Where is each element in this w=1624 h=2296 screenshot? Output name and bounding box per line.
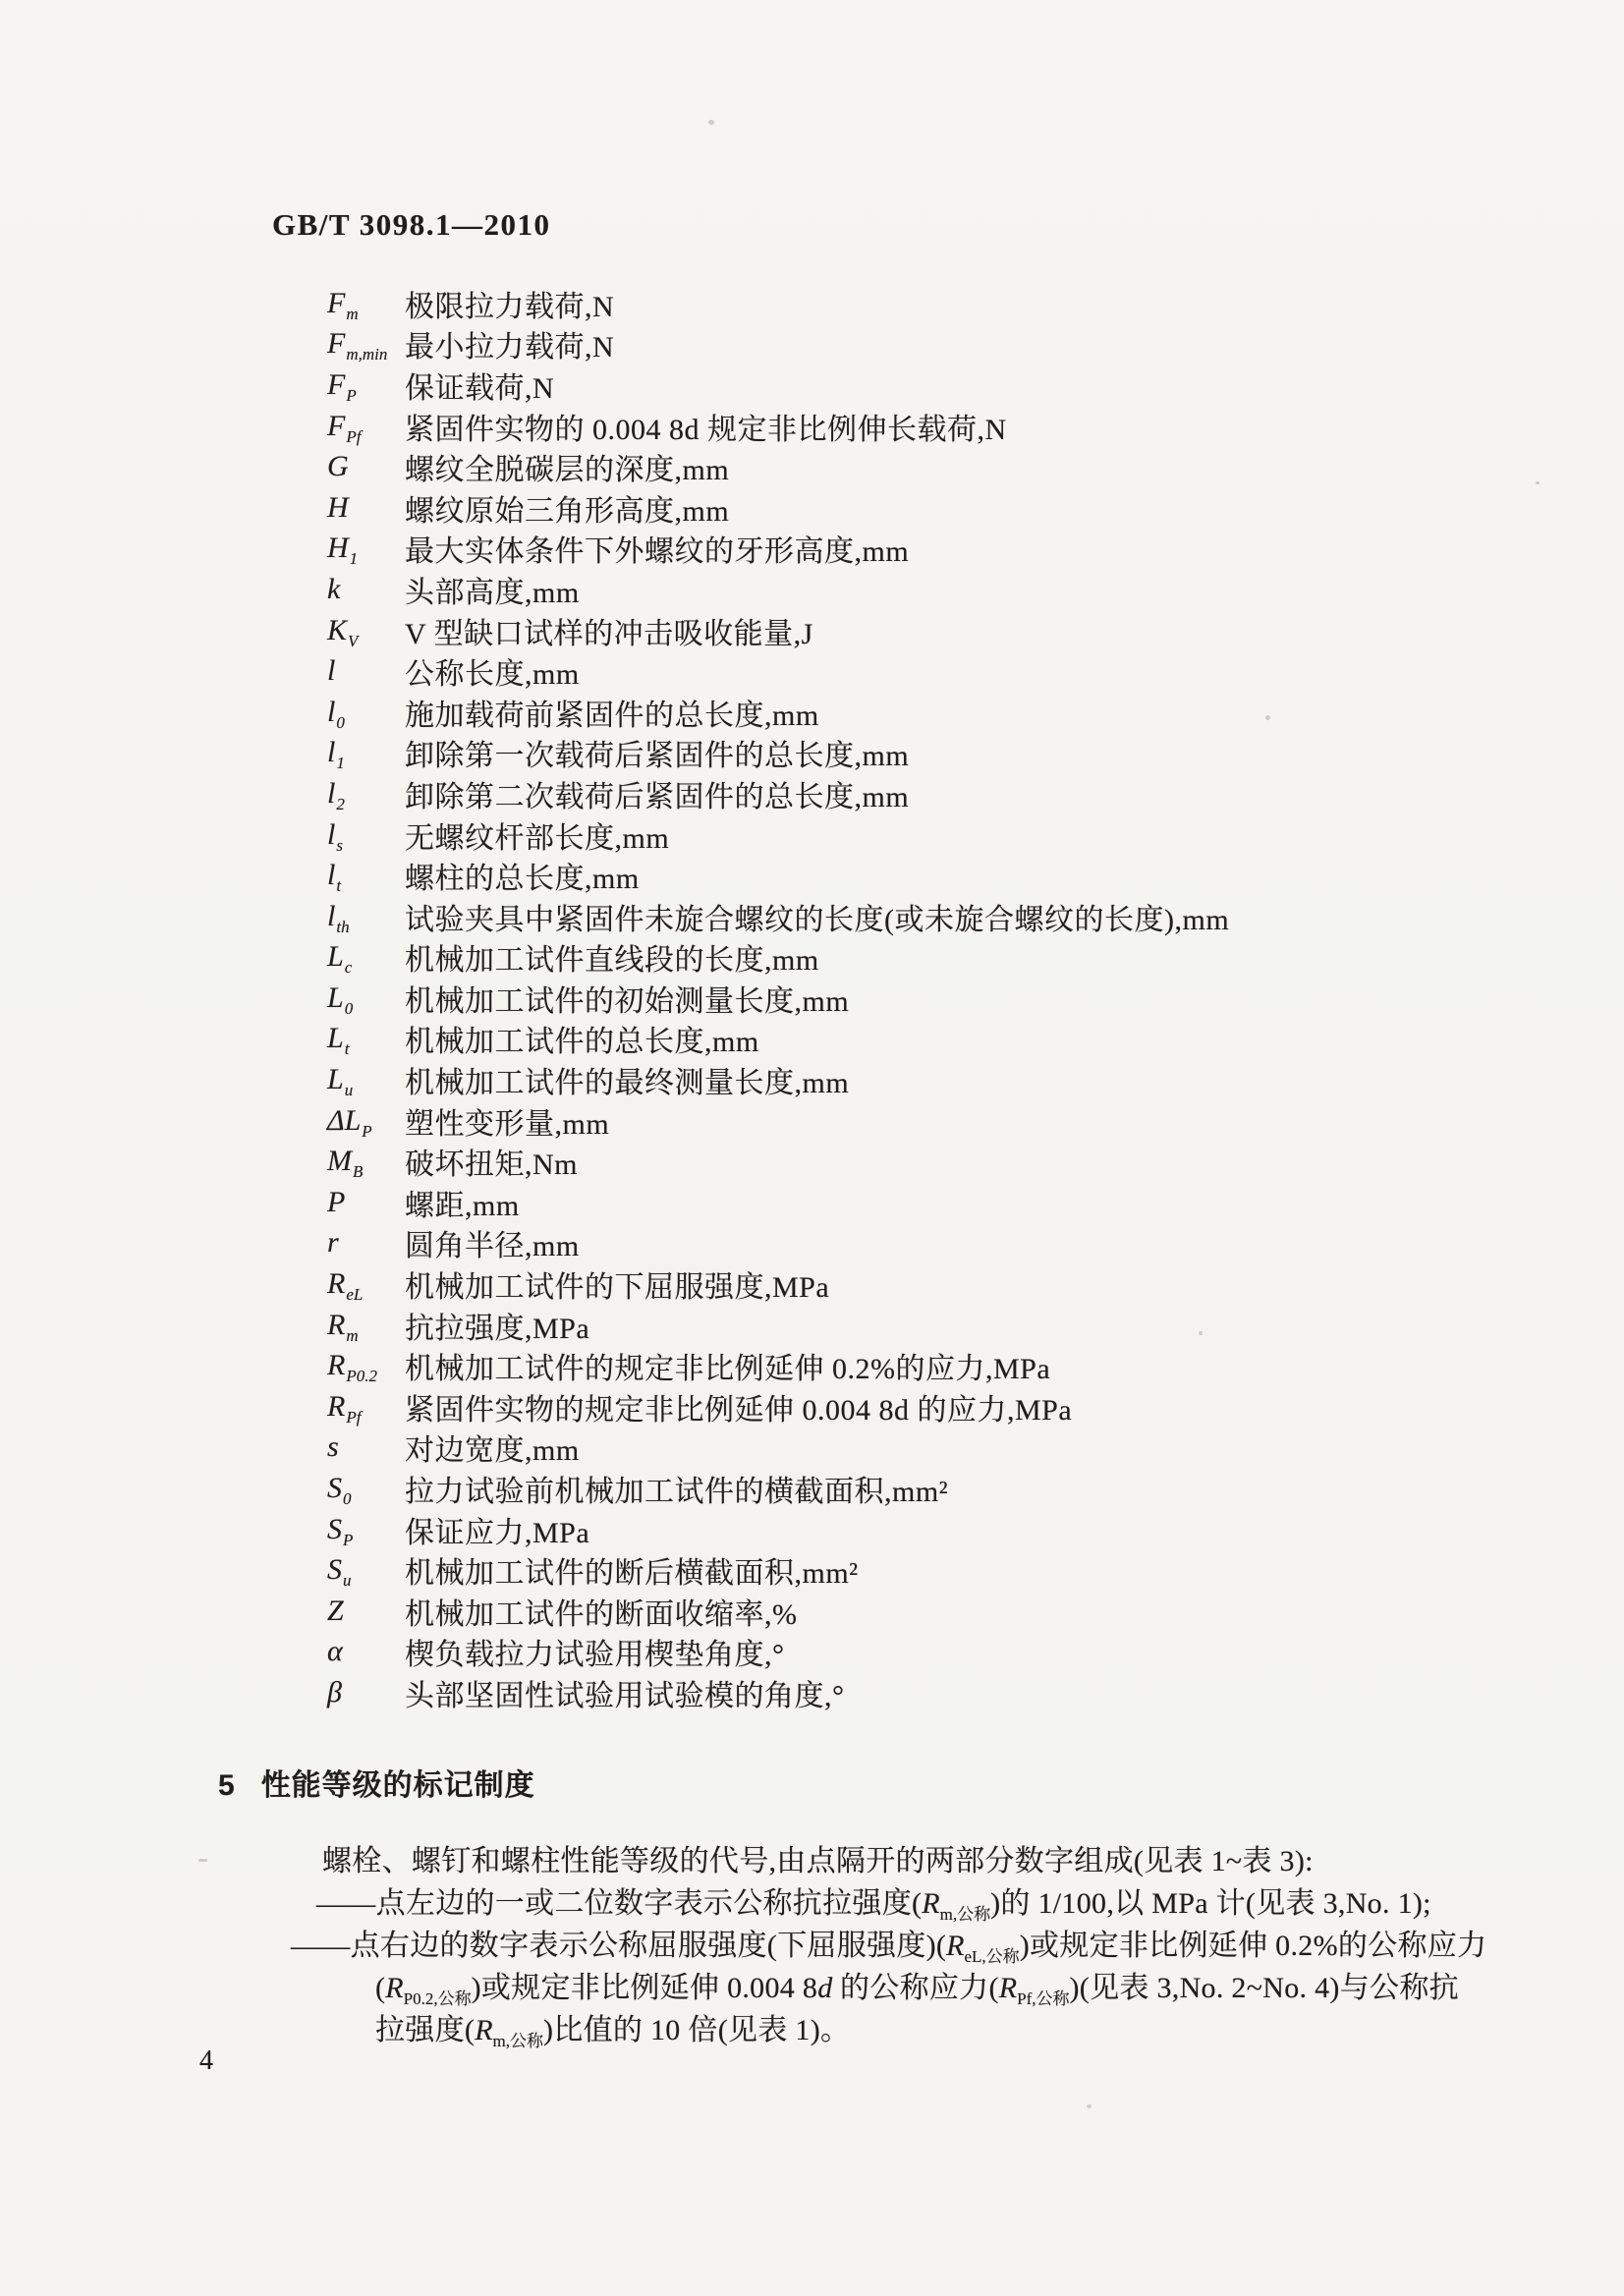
symbol-description: V 型缺口试样的冲击吸收能量,J (405, 617, 813, 650)
symbol: $S_P$ (327, 1512, 354, 1549)
symbol-row (327, 283, 1229, 324)
symbol: $R_{P0.2}$ (327, 1349, 377, 1386)
symbol-description: 破坏扭矩,Nm (405, 1148, 578, 1182)
paragraph-line: ——点右边的数字表示公称屈服强度(下屈服强度)$(R_{eL,公称})$或规定非比例延伸 0.2%的公称应力 (291, 1930, 1487, 1966)
symbol-description: 机械加工试件直线段的长度,mm (405, 944, 819, 978)
symbol-row (327, 1223, 1229, 1264)
scan-artifact (1087, 2104, 1092, 2108)
scan-artifact (198, 1859, 207, 1862)
symbol-row (327, 650, 1229, 692)
symbol-row (327, 1100, 1229, 1142)
symbol-description: 机械加工试件的最终测量长度,mm (405, 1067, 850, 1100)
symbol-description: 机械加工试件的初始测量长度,mm (405, 984, 850, 1018)
symbol: $l_2$ (327, 776, 345, 813)
symbol: $L_t$ (327, 1022, 350, 1059)
symbol-description: 对边宽度,mm (405, 1434, 580, 1468)
paragraph-line: $(R_{P0.2,公称})$或规定非比例延伸 0.004 8d 的公称应力$(R_{Pf,公称})$(见表 3,No. 2~No. 4)与公称抗 (375, 1972, 1459, 2008)
symbol-description: 无螺纹杆部长度,mm (405, 821, 670, 855)
symbol-row (327, 1141, 1229, 1182)
inline-symbol: $R_{P0.2,公称}$ (385, 1972, 472, 2008)
symbol: l (327, 654, 336, 688)
symbol-row (327, 855, 1229, 896)
symbol-description: 最小拉力载荷,N (405, 331, 615, 364)
symbol-description: 紧固件实物的规定非比例延伸 0.004 8d 的应力,MPa (405, 1393, 1073, 1427)
section-number: 5 (218, 1769, 236, 1802)
symbol-description: 螺纹全脱碳层的深度,mm (405, 454, 730, 487)
section-heading (218, 1761, 535, 1804)
symbol-row (327, 896, 1229, 937)
symbol-description: 机械加工试件的下屈服强度,MPa (405, 1271, 830, 1305)
symbol-description: 机械加工试件的总长度,mm (405, 1026, 759, 1059)
inline-symbol: $R_{m,公称}$ (922, 1887, 991, 1924)
symbol-row (327, 529, 1229, 570)
symbol-row (327, 1386, 1229, 1428)
symbol-description: 机械加工试件的断面收缩率,% (405, 1597, 798, 1631)
symbol-description: 机械加工试件的断后横截面积,mm² (405, 1557, 859, 1591)
paragraph-line: 螺栓、螺钉和螺柱性能等级的代号,由点隔开的两部分数字组成(见表 1~表 3): (322, 1845, 1314, 1877)
inline-symbol: $R_{m,公称}$ (475, 2014, 544, 2050)
symbol-row (327, 1345, 1229, 1386)
symbol-description: 头部高度,mm (405, 576, 580, 609)
symbol: $R_m$ (327, 1308, 359, 1345)
symbol-description: 公称长度,mm (405, 658, 580, 692)
symbol-row (327, 1182, 1229, 1223)
symbol: β (327, 1675, 342, 1708)
symbol: $F_{m,min}$ (327, 327, 388, 364)
symbol: Z (327, 1594, 344, 1627)
symbol-row (327, 569, 1229, 610)
symbol-row (327, 1428, 1229, 1469)
symbol: $H_1$ (327, 532, 359, 569)
symbol-description: 试验夹具中紧固件未旋合螺纹的长度(或未旋合螺纹的长度),mm (405, 903, 1230, 936)
symbol-row (327, 446, 1229, 487)
symbol: H (327, 490, 349, 524)
symbol-description: 楔负载拉力试验用楔垫角度,° (405, 1639, 785, 1672)
symbol: k (327, 572, 341, 605)
symbol-row (327, 733, 1229, 774)
symbol-description: 机械加工试件的规定非比例延伸 0.2%的应力,MPa (405, 1353, 1051, 1386)
symbol: $l_0$ (327, 695, 345, 732)
symbol: $l_1$ (327, 736, 345, 773)
symbol-description: 卸除第一次载荷后紧固件的总长度,mm (405, 740, 910, 773)
inline-symbol: d (817, 1972, 833, 2004)
symbol-description: 螺纹原始三角形高度,mm (405, 494, 730, 528)
symbol-row (327, 487, 1229, 529)
symbol: $R_{eL}$ (327, 1267, 364, 1305)
symbol: α (327, 1635, 343, 1668)
standard-number-header: GB/T 3098.1—2010 (272, 207, 551, 242)
section-title: 性能等级的标记制度 (260, 1769, 535, 1802)
symbol-row (327, 773, 1229, 814)
symbol-description: 螺距,mm (405, 1189, 520, 1222)
symbol-row (327, 406, 1229, 447)
symbol-row (327, 692, 1229, 733)
scan-artifact (708, 120, 714, 125)
symbol: G (327, 450, 349, 483)
symbol-description: 头部坚固性试验用试验模的角度,° (405, 1679, 845, 1712)
symbol-row (327, 1591, 1229, 1632)
symbol-description: 拉力试验前机械加工试件的横截面积,mm² (405, 1476, 949, 1509)
symbol-row (327, 1509, 1229, 1550)
symbol: $\Delta L_P$ (327, 1103, 372, 1141)
symbol-row (327, 937, 1229, 979)
symbol-row (327, 814, 1229, 856)
body-paragraph (0, 1840, 1624, 2051)
symbol: $l_{th}$ (327, 899, 350, 936)
symbol-description: 保证载荷,N (405, 371, 555, 405)
symbol: s (327, 1430, 339, 1464)
symbol-description: 极限拉力载荷,N (405, 290, 615, 323)
symbol-row (327, 1059, 1229, 1100)
symbol-description: 施加载荷前紧固件的总长度,mm (405, 699, 819, 732)
symbol-description: 卸除第二次载荷后紧固件的总长度,mm (405, 780, 910, 813)
symbol-row (327, 1263, 1229, 1305)
paragraph-line: ——点左边的一或二位数字表示公称抗拉强度$(R_{m,公称})$的 1/100,以 MPa 计(见表 3,No. 1); (316, 1887, 1431, 1924)
symbol: $l_t$ (327, 859, 342, 896)
symbol-description: 紧固件实物的 0.004 8d 规定非比例伸长载荷,N (405, 413, 1007, 446)
symbol-description: 抗拉强度,MPa (405, 1312, 590, 1345)
symbol-row (327, 978, 1229, 1019)
symbol-row (327, 1672, 1229, 1713)
symbol-definition-list (327, 283, 1229, 1713)
page-number: 4 (199, 2045, 213, 2076)
scan-artifact (1199, 1331, 1203, 1335)
symbol-description: 塑性变形量,mm (405, 1107, 610, 1141)
inline-symbol: $R_{eL,公称}$ (946, 1930, 1020, 1966)
symbol-row (327, 1468, 1229, 1509)
symbol: $K_V$ (327, 613, 359, 650)
symbol: $L_0$ (327, 980, 354, 1018)
symbol: P (327, 1185, 346, 1218)
symbol: $F_P$ (327, 367, 357, 405)
paragraph-line: 拉强度$(R_{m,公称})$比值的 10 倍(见表 1)。 (375, 2014, 851, 2050)
symbol: $S_0$ (327, 1472, 352, 1509)
symbol: $l_s$ (327, 817, 343, 855)
scan-artifact (1536, 481, 1540, 484)
symbol: $R_{Pf}$ (327, 1389, 362, 1427)
symbol-description: 保证应力,MPa (405, 1516, 590, 1549)
symbol-row (327, 1549, 1229, 1591)
symbol: $L_u$ (327, 1063, 354, 1100)
symbol-row (327, 324, 1229, 365)
symbol: $F_{Pf}$ (327, 409, 362, 446)
symbol-row (327, 364, 1229, 406)
symbol-row (327, 1305, 1229, 1346)
symbol-description: 螺柱的总长度,mm (405, 863, 640, 896)
symbol: $S_u$ (327, 1553, 352, 1591)
symbol-row (327, 1632, 1229, 1673)
inline-symbol: $R_{Pf,公称}$ (998, 1972, 1070, 2008)
symbol-row (327, 610, 1229, 651)
symbol: $M_B$ (327, 1145, 364, 1182)
symbol: r (327, 1226, 339, 1260)
symbol: $L_c$ (327, 940, 353, 978)
symbol-description: 最大实体条件下外螺纹的牙形高度,mm (405, 535, 910, 569)
symbol: $F_m$ (327, 286, 359, 323)
scan-artifact (1265, 715, 1270, 720)
symbol-row (327, 1019, 1229, 1060)
symbol-description: 圆角半径,mm (405, 1230, 580, 1263)
